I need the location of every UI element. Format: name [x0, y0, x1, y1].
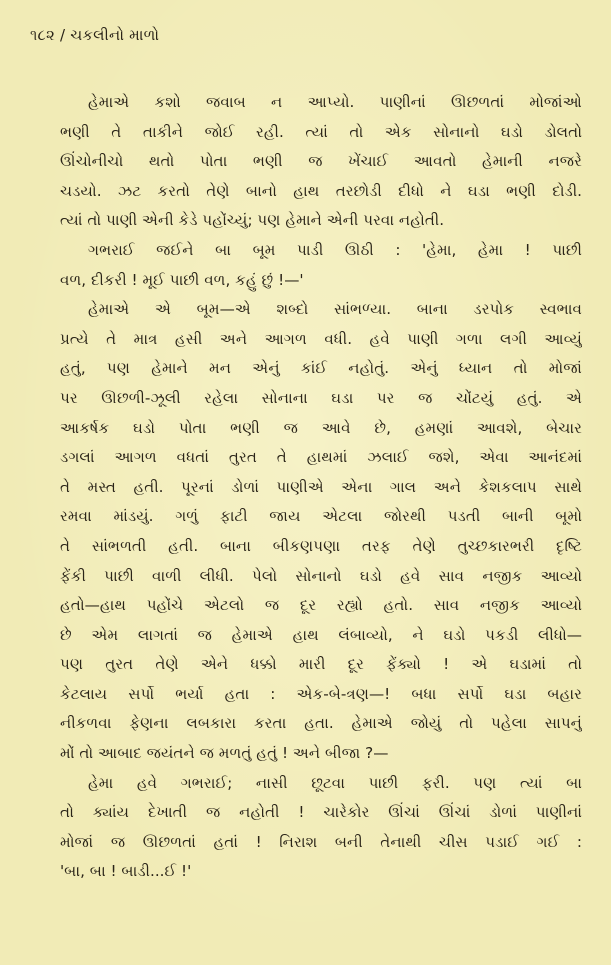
- text-line: રમવા માંડયું. ગળું ફાટી જાય એટલા જોરથી પડતી બાની બૂમો: [60, 507, 582, 526]
- text-line: ડગલાં આગળ વધતાં તુરત તે હાથમાં ઝલાઈ જશે, એવા આનંદમાં: [60, 448, 582, 467]
- running-head: ૧૮૨ / ચકલીનો માળો: [30, 26, 160, 44]
- text-line: હેમાએ કશો જવાબ ન આપ્યો. પાણીનાં ઊછળતાં મોજાંઓ: [88, 93, 582, 111]
- text-line: 'બા, બા ! બાડી...ઈ !': [60, 862, 192, 881]
- text-line: ત્યાં તો પાણી એની કેડે પહોંચ્યું; પણ હેમાને એની પરવા નહોતી.: [60, 211, 445, 230]
- text-line: હતું, પણ હેમાને મન એનું કાંઈ નહોતું. એનું ધ્યાન તો મોજાં: [60, 359, 582, 378]
- text-line: ચડયો. ઝટ કરતો તેણે બાનો હાથ તરછોડી દીધો ને ઘડા ભણી દોડી.: [60, 181, 582, 200]
- text-line: ઊંચોનીચો થતો પોતા ભણી જ ખેંચાઈ આવતો હેમાની નજરે: [60, 152, 582, 171]
- paragraph-1: [60, 88, 582, 236]
- body-text: [60, 88, 582, 948]
- text-line: તો ક્યાંય દેખાતી જ નહોતી ! ચારેકોર ઊંચાં ઊંચાં ડોળાં પાણીનાં: [60, 803, 582, 822]
- text-line: તે સાંભળતી હતી. બાના બીકણપણા તરફ તેણે તુચ્છકારભરી દૃષ્ટિ: [60, 536, 582, 555]
- text-line: ફેંકી પાછી વાળી લીધી. પેલો સોનાનો ઘડો હવે સાવ નજીક આવ્યો: [60, 566, 582, 585]
- text-line: આકર્ષક ઘડો પોતા ભણી જ આવે છે, હમણાં આવશે, બેચાર: [60, 418, 582, 437]
- text-line: છે એમ લાગતાં જ હેમાએ હાથ લંબાવ્યો, ને ઘડો પકડી લીધો—: [60, 625, 582, 644]
- text-line: પણ તુરત તેણે એને ધક્કો મારી દૂર ફેંક્યો ! એ ઘડામાં તો: [60, 655, 582, 674]
- text-line: ભણી તે તાકીને જોઈ રહી. ત્યાં તો એક સોનાનો ઘડો ડોલતો: [60, 122, 582, 141]
- text-line: મોજાં જ ઊછળતાં હતાં ! નિરાશ બની તેનાથી ચીસ પડાઈ ગઈ :: [60, 832, 582, 851]
- text-line: ગભરાઈ જઈને બા બૂમ પાડી ઊઠી : 'હેમા, હેમા ! પાછી: [88, 240, 582, 259]
- text-line: હેમાએ એ બૂમ—એ શબ્દો સાંભળ્યા. બાના ડરપોક સ્વભાવ: [88, 300, 582, 319]
- paragraph-3: [60, 295, 582, 769]
- paragraph-2: [60, 236, 582, 295]
- text-line: પ્રત્યે તે માત્ર હસી અને આગળ વધી. હવે પાણી ગળા લગી આવ્યું: [60, 329, 582, 348]
- text-line: પર ઊછળી-ઝૂલી રહેલા સોનાના ઘડા પર જ ચોંટયું હતું. એ: [60, 388, 582, 407]
- text-line: કેટલાય સર્પો ભર્યા હતા : એક-બે-ત્રણ—! બધા સર્પો ઘડા બહાર: [60, 684, 582, 703]
- text-line: હતો—હાથ પહોંચે એટલો જ દૂર રહ્યો હતો. સાવ નજીક આવ્યો: [60, 596, 582, 615]
- text-line: નીકળવા ફેણના લબકારા કરતા હતા. હેમાએ જોયું તો પહેલા સાપનું: [60, 714, 582, 733]
- text-line: મોં તો આબાદ જયંતને જ મળતું હતું ! અને બીજા ?—: [60, 744, 389, 763]
- text-line: તે મસ્ત હતી. પૂરનાં ડોળાં પાણીએ એના ગાલ અને કેશકલાપ સાથે: [60, 477, 582, 496]
- text-line: હેમા હવે ગભરાઈ; નાસી છૂટવા પાછી ફરી. પણ ત્યાં બા: [88, 773, 582, 792]
- paragraph-4: [60, 769, 582, 887]
- text-line: વળ, દીકરી ! મૂઈ પાછી વળ, કહું છું !—': [60, 270, 304, 289]
